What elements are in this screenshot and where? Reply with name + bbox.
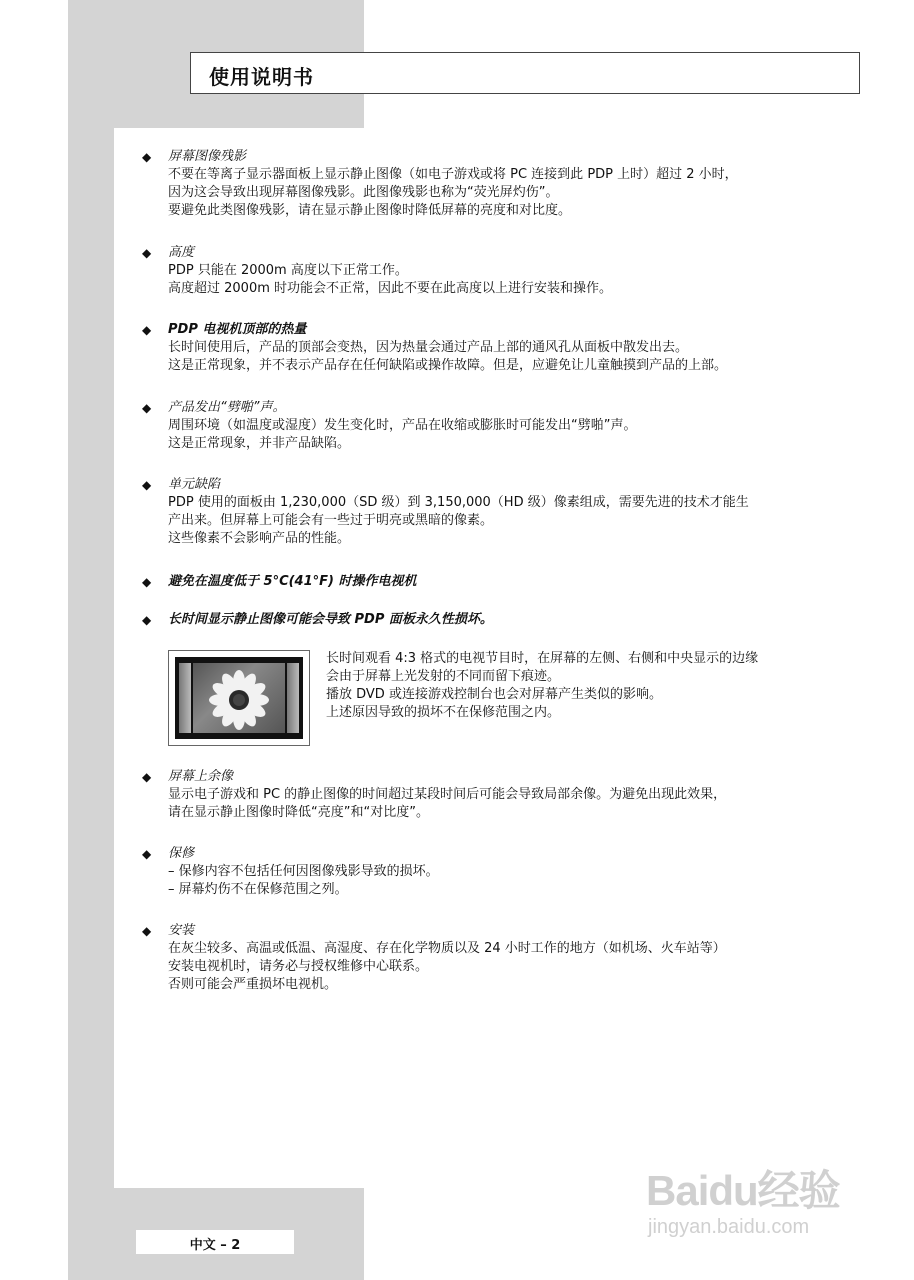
section-heading: 产品发出“劈啪”声。 <box>168 400 286 415</box>
body-line: 长时间使用后，产品的顶部会变热，因为热量会通过产品上部的通风孔从面板中散发出去。 <box>168 340 689 355</box>
title-box <box>190 52 860 94</box>
section-heading: 长时间显示静止图像可能会导致 PDP 面板永久性损坏。 <box>168 612 493 627</box>
watermark-url: jingyan.baidu.com <box>648 1216 810 1238</box>
section-body <box>168 262 862 298</box>
section-static-image-damage <box>142 611 862 629</box>
diamond-icon: ◆ <box>142 847 152 861</box>
baidu-watermark <box>646 1148 886 1244</box>
body-line: 周围环境（如温度或湿度）发生变化时，产品在收缩或膨胀时可能发出“劈啪”声。 <box>168 418 637 433</box>
body-line: 这是正常现象，并不表示产品存在任何缺陷或操作故障。但是，应避免让儿童触摸到产品的上部。 <box>168 358 728 373</box>
section-heading: 高度 <box>168 245 195 260</box>
section-heading: 避免在温度低于 5°C(41°F) 时操作电视机 <box>168 574 417 589</box>
tv-side-bar-left <box>179 663 191 733</box>
body-line: – 保修内容不包括任何因图像残影导致的损坏。 <box>168 864 439 879</box>
gray-band-left <box>68 128 114 1280</box>
body-line: 这是正常现象，并非产品缺陷。 <box>168 436 351 451</box>
body-line: 在灰尘较多、高温或低温、高湿度、存在化学物质以及 24 小时工作的地方（如机场、火车站等） <box>168 941 726 956</box>
section-heading: 安装 <box>168 923 195 938</box>
section-altitude <box>142 244 862 298</box>
note-line: 长时间观看 4:3 格式的电视节目时，在屏幕的左侧、右侧和中央显示的边缘 <box>326 651 759 666</box>
tv-illustration <box>168 650 310 746</box>
body-line: 高度超过 2000m 时功能会不正常，因此不要在此高度以上进行安装和操作。 <box>168 281 613 296</box>
diamond-icon: ◆ <box>142 613 152 627</box>
section-installation <box>142 922 862 994</box>
section-crackling <box>142 399 862 453</box>
body-line: 产出来。但屏幕上可能会有一些过于明亮或黑暗的像素。 <box>168 513 494 528</box>
section-heat <box>142 321 862 375</box>
section-temperature <box>142 573 862 591</box>
section-heading: 单元缺陷 <box>168 477 221 492</box>
diamond-icon: ◆ <box>142 150 152 164</box>
body-line: 否则可能会严重损坏电视机。 <box>168 977 338 992</box>
body-line: 请在显示静止图像时降低“亮度”和“对比度”。 <box>168 805 429 820</box>
tv-screen-flower-image <box>193 663 285 733</box>
section-screen-burn-in <box>142 148 862 220</box>
note-line: 播放 DVD 或连接游戏控制台也会对屏幕产生类似的影响。 <box>326 687 662 702</box>
watermark-brand: Baidu经验 <box>646 1167 840 1214</box>
diamond-icon: ◆ <box>142 478 152 492</box>
section-cell-defects <box>142 476 862 548</box>
page-number-box <box>136 1230 294 1254</box>
body-line: PDP 只能在 2000m 高度以下正常工作。 <box>168 263 408 278</box>
body-line: – 屏幕灼伤不在保修范围之列。 <box>168 882 348 897</box>
section-heading: 屏幕图像残影 <box>168 149 247 164</box>
page-title: 使用说明书 <box>209 65 314 89</box>
sunflower-icon <box>193 663 285 733</box>
section-body <box>168 166 862 220</box>
diamond-icon: ◆ <box>142 323 152 337</box>
section-afterimage <box>142 768 862 822</box>
section-body <box>168 494 862 548</box>
note-line: 会由于屏幕上光发射的不同而留下痕迹。 <box>326 669 561 684</box>
body-line: 因为这会导致出现屏幕图像残影。此图像残影也称为“荧光屏灼伤”。 <box>168 185 559 200</box>
body-line: 显示电子游戏和 PC 的静止图像的时间超过某段时间后可能会导致局部余像。为避免出现此效果， <box>168 787 727 802</box>
diamond-icon: ◆ <box>142 401 152 415</box>
image-note <box>326 650 758 722</box>
diamond-icon: ◆ <box>142 770 152 784</box>
section-body <box>168 339 862 375</box>
body-line: 安装电视机时，请务必与授权维修中心联系。 <box>168 959 429 974</box>
note-line: 上述原因导致的损坏不在保修范围之内。 <box>326 705 561 720</box>
section-warranty <box>142 845 862 899</box>
tv-frame <box>175 657 303 739</box>
section-body <box>168 940 862 994</box>
page-number: 中文 – 2 <box>189 1238 241 1253</box>
diamond-icon: ◆ <box>142 246 152 260</box>
body-line: 这些像素不会影响产品的性能。 <box>168 531 351 546</box>
section-heading: 屏幕上余像 <box>168 769 234 784</box>
section-body <box>168 786 862 822</box>
section-body <box>168 863 862 899</box>
section-body <box>168 417 862 453</box>
diamond-icon: ◆ <box>142 924 152 938</box>
diamond-icon: ◆ <box>142 575 152 589</box>
section-heading: 保修 <box>168 846 195 861</box>
section-heading: PDP 电视机顶部的热量 <box>168 322 307 337</box>
body-line: PDP 使用的面板由 1,230,000（SD 级）到 3,150,000（HD 级）像素组成，需要先进的技术才能生 <box>168 495 749 510</box>
body-line: 要避免此类图像残影，请在显示静止图像时降低屏幕的亮度和对比度。 <box>168 203 572 218</box>
body-line: 不要在等离子显示器面板上显示静止图像（如电子游戏或将 PC 连接到此 PDP 上时）超过 2 小时， <box>168 167 738 182</box>
tv-side-bar-right <box>287 663 299 733</box>
